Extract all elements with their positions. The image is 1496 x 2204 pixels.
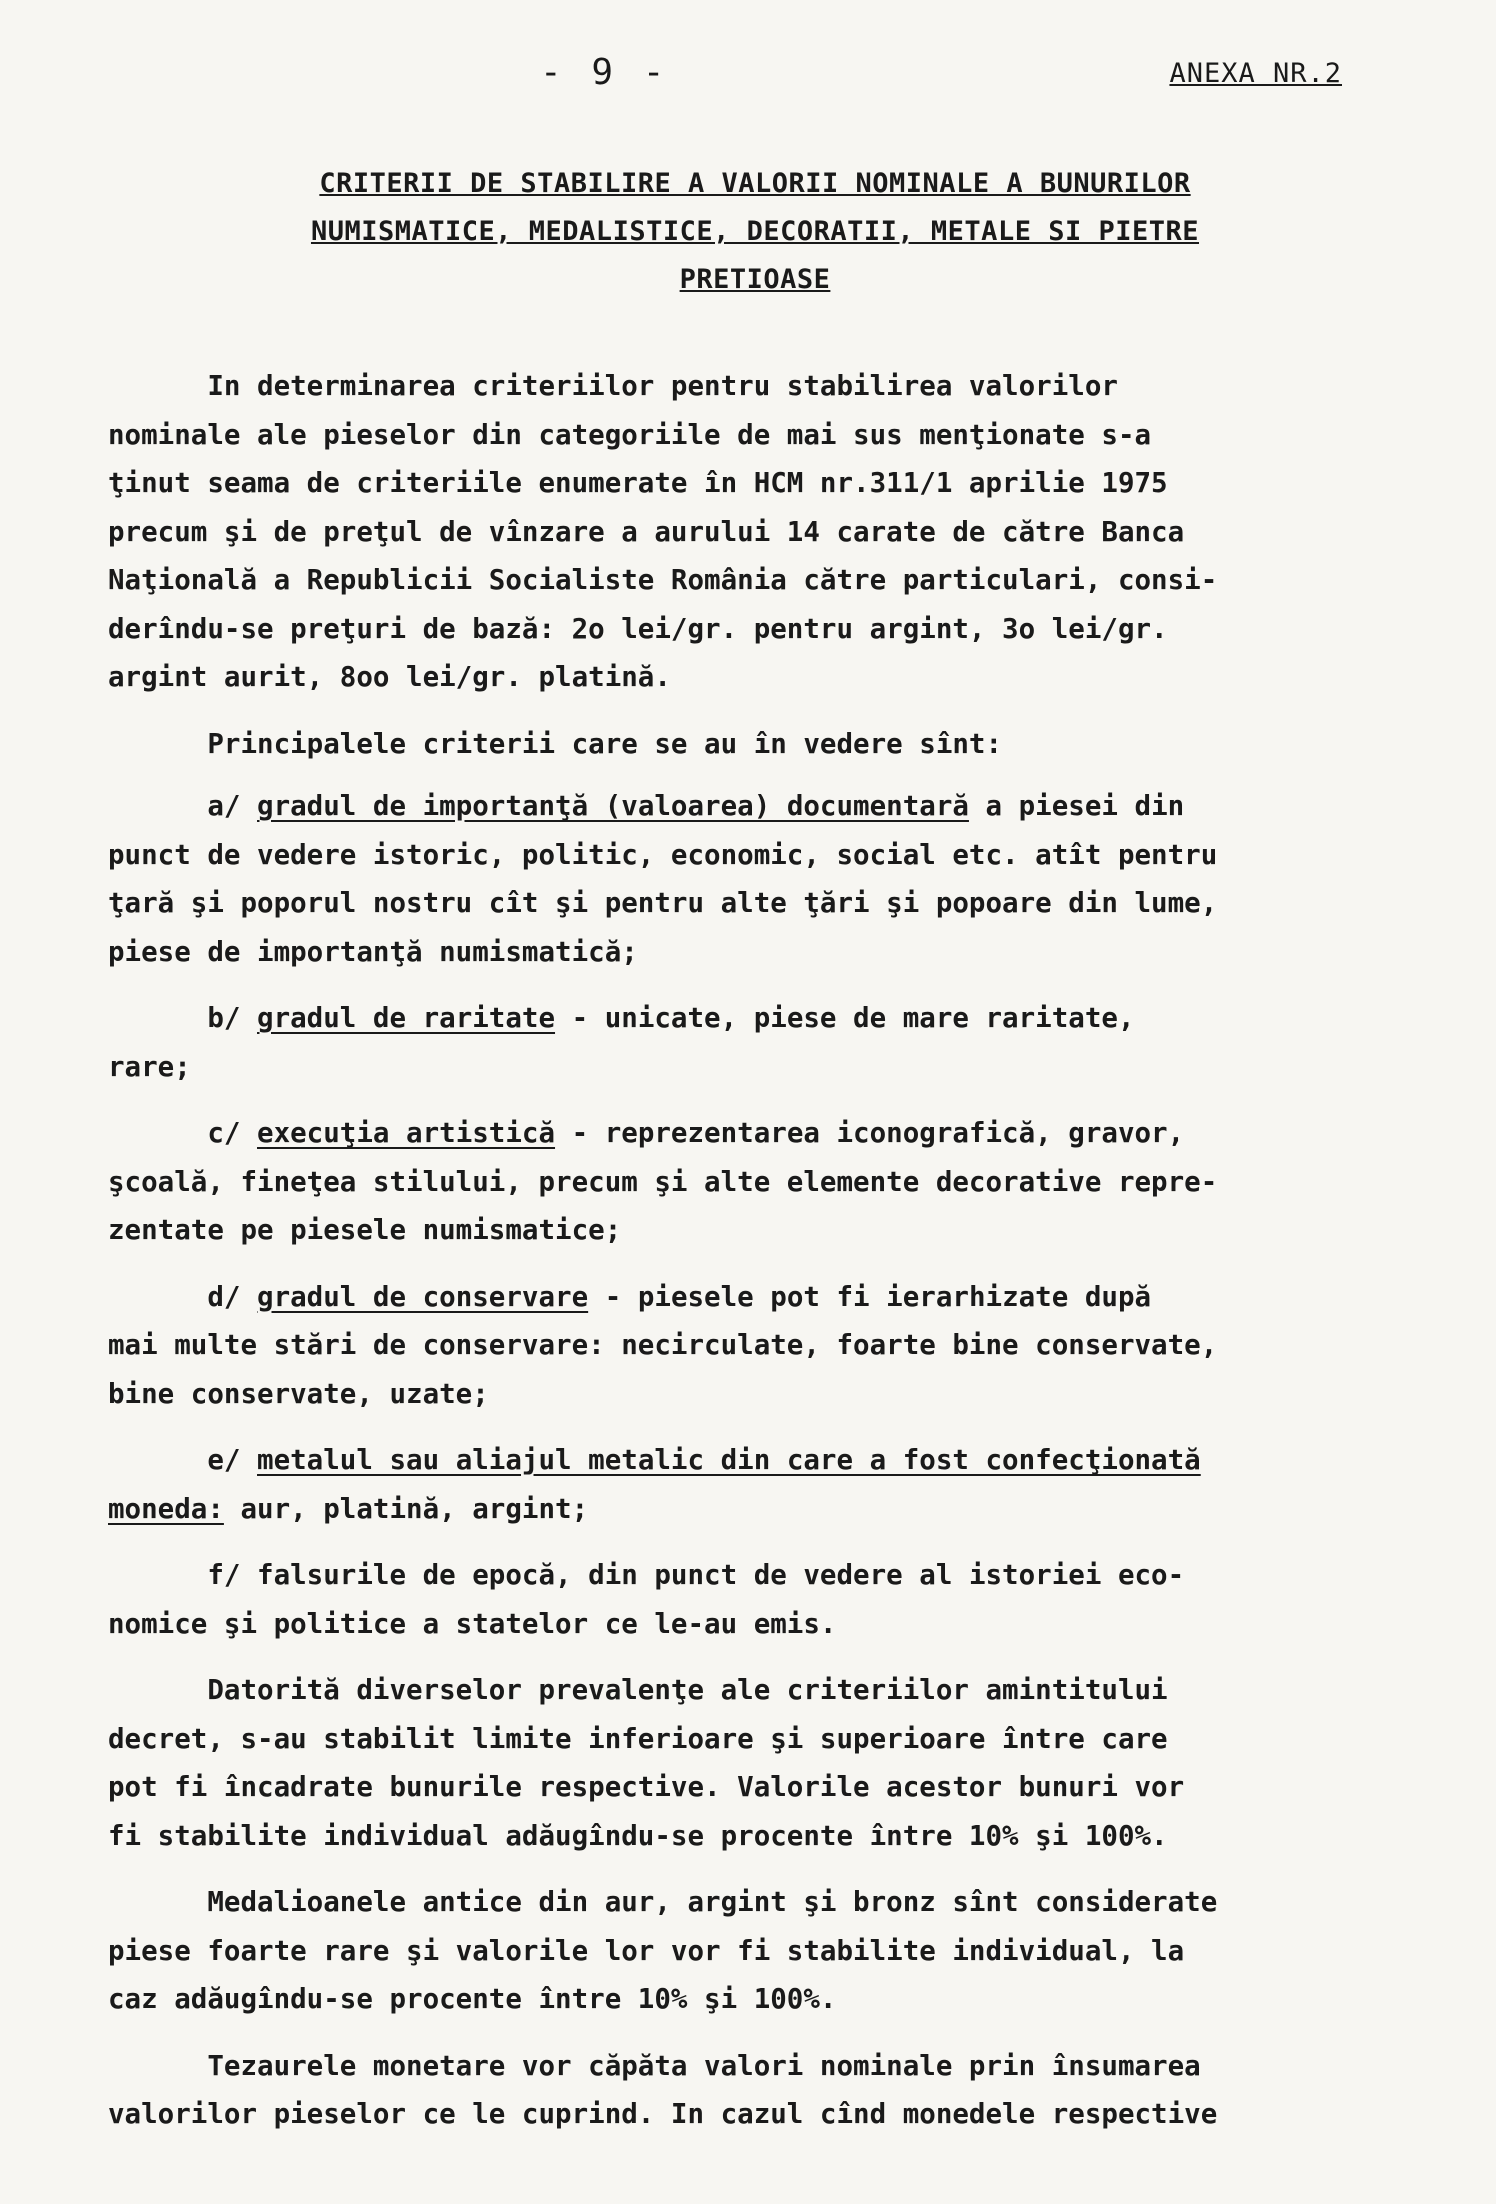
criterion-term: gradul de importanţă (valoarea) documentară <box>257 790 969 822</box>
criterion-rest: - unicate, piese de mare raritate, <box>555 1002 1135 1034</box>
text-line: ţinut seama de criteriile enumerate în HCM nr.311/1 aprilie 1975 <box>108 467 1168 499</box>
criterion-prefix: c/ <box>108 1117 258 1149</box>
criterion-prefix: f/ <box>108 1559 258 1591</box>
criterion-term: metalul sau aliajul metalic din care a fost confecţionată <box>257 1444 1201 1476</box>
paragraph-medalioane <box>108 1878 1433 2024</box>
text-line: Datorită diverselor prevalenţe ale criteriilor amintitului <box>108 1674 1168 1706</box>
text-line: fi stabilite individual adăugîndu-se procente între 10% şi 100%. <box>108 1819 1168 1852</box>
text-line: derîndu-se preţuri de bază: 2o lei/gr. pentru argint, 3o lei/gr. <box>108 612 1168 645</box>
text-line: Naţională a Republicii Socialiste România către particulari, consi- <box>108 564 1218 596</box>
criterion-d <box>108 1273 1433 1419</box>
criterion-term: gradul de conservare <box>257 1280 589 1313</box>
criterion-term-continued: moneda: <box>108 1492 224 1525</box>
text-line: caz adăugîndu-se procente între 10% şi 100%. <box>108 1983 837 2015</box>
text-line: decret, s-au stabilit limite inferioare şi superioare între care <box>108 1722 1168 1755</box>
text-line: nomice şi politice a statelor ce le-au emis. <box>108 1607 837 1640</box>
criterion-rest: falsurile de epocă, din punct de vedere al istoriei eco- <box>257 1559 1185 1591</box>
title-line-2: NUMISMATICE, MEDALISTICE, DECORATII, METALE SI PIETRE <box>310 216 1200 247</box>
text-line: argint aurit, 8oo lei/gr. platină. <box>108 661 671 693</box>
text-line: Tezaurele monetare vor căpăta valori nominale prin însumarea <box>108 2049 1201 2082</box>
annex-label: ANEXA NR.2 <box>1169 58 1342 89</box>
page-number: - 9 - <box>540 52 669 93</box>
criterion-prefix: b/ <box>108 1002 258 1034</box>
criterion-f <box>108 1551 1433 1648</box>
criterion-e <box>108 1436 1433 1533</box>
paragraph-decret <box>108 1666 1433 1860</box>
text-line: ţară şi poporul nostru cît şi pentru alte ţări şi popoare din lume, <box>108 887 1218 919</box>
criterion-rest: - piesele pot fi ierarhizate după <box>588 1280 1152 1313</box>
text-line: bine conservate, uzate; <box>108 1377 489 1410</box>
text-line: nominale ale pieselor din categoriile de mai sus menţionate s-a <box>108 418 1152 451</box>
page-header <box>0 52 1496 96</box>
document-title <box>200 160 1310 304</box>
document-body <box>108 362 1433 2139</box>
text-line: Medalioanele antice din aur, argint şi bronz sînt considerate <box>108 1886 1218 1918</box>
criterion-rest: a piesei din <box>968 790 1185 822</box>
text-line: valorilor pieselor ce le cuprind. In cazul cînd monedele respective <box>108 2098 1218 2130</box>
criterion-c <box>108 1109 1433 1255</box>
text-line: mai multe stări de conservare: necirculate, foarte bine conservate, <box>108 1329 1218 1361</box>
paragraph-tezaure <box>108 2042 1433 2139</box>
intro-paragraph <box>108 362 1433 702</box>
text-line: rare; <box>108 1050 191 1083</box>
criterion-prefix: e/ <box>108 1444 258 1476</box>
criterion-prefix: d/ <box>108 1280 258 1313</box>
criterion-prefix: a/ <box>108 790 258 822</box>
text-line: şcoală, fineţea stilului, precum şi alte elemente decorative repre- <box>108 1165 1218 1198</box>
criterion-rest: aur, platină, argint; <box>223 1492 589 1525</box>
criterion-a <box>108 782 1433 976</box>
text-line: piese de importanţă numismatică; <box>108 935 638 968</box>
criterion-term: gradul de raritate <box>257 1002 556 1034</box>
text-line: pot fi încadrate bunurile respective. Valorile acestor bunuri vor <box>108 1771 1185 1803</box>
text-line: zentate pe piesele numismatice; <box>108 1214 622 1246</box>
criteria-intro: Principalele criterii care se au în vedere sînt: <box>108 727 1003 760</box>
text-line: In determinarea criteriilor pentru stabilirea valorilor <box>108 370 1118 402</box>
criterion-rest: - reprezentarea iconografică, gravor, <box>555 1117 1185 1149</box>
text-line: punct de vedere istoric, politic, economic, social etc. atît pentru <box>108 838 1218 871</box>
title-line-3: PRETIOASE <box>679 264 831 295</box>
criterion-b <box>108 994 1433 1091</box>
text-line: precum şi de preţul de vînzare a aurului 14 carate de către Banca <box>108 515 1185 548</box>
text-line: piese foarte rare şi valorile lor vor fi stabilite individual, la <box>108 1934 1185 1967</box>
criterion-term: execuţia artistică <box>257 1117 556 1149</box>
title-line-1: CRITERII DE STABILIRE A VALORII NOMINALE A BUNURILOR <box>319 168 1191 199</box>
